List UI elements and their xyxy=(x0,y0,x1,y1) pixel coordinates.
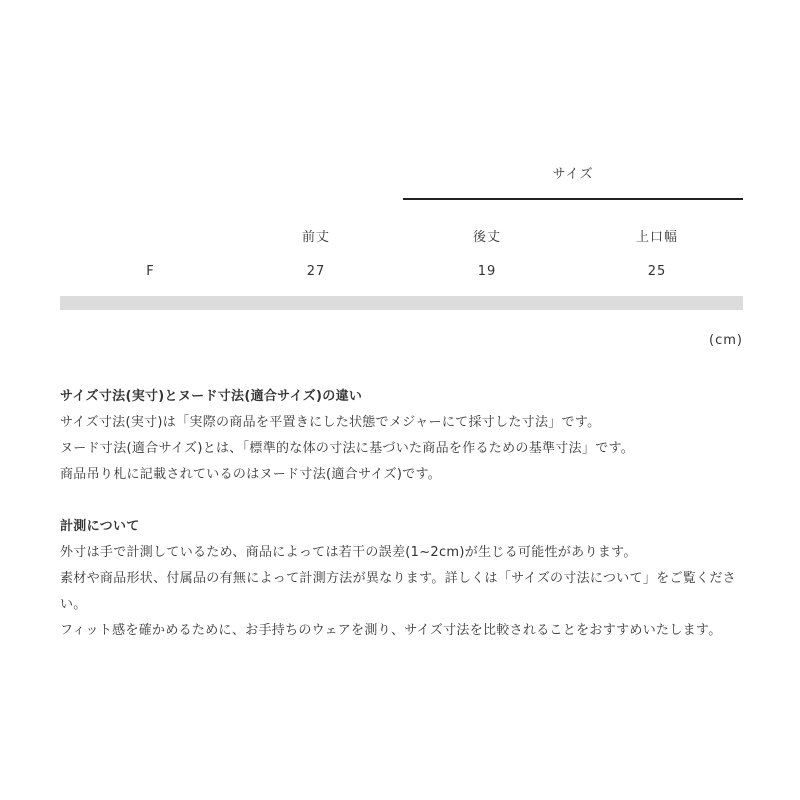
section-title: 計測について xyxy=(60,519,140,534)
column-header-opening-width: 上口幅 xyxy=(635,230,678,245)
section-line: サイズ寸法(実寸)は「実際の商品を平置きにした状態でメジャーにて採寸した寸法」です。 xyxy=(60,415,601,430)
section-title: サイズ寸法(実寸)とヌード寸法(適合サイズ)の違い xyxy=(60,389,363,404)
cell-front-length: 27 xyxy=(306,264,326,279)
cell-back-length: 19 xyxy=(477,264,497,279)
section-measurement xyxy=(60,514,750,644)
column-header-back-length: 後丈 xyxy=(472,230,501,245)
section-line: フィット感を確かめるために、お手持ちのウェアを測り、サイズ寸法を比較されることをおすすめいたします。 xyxy=(60,623,722,638)
section-line: 外寸は手で計測しているため、商品によっては若干の誤差(1~2cm)が生じる可能性があります。 xyxy=(60,545,637,560)
section-line: 素材や商品形状、付属品の有無によって計測方法が異なります。詳しくは「サイズの寸法について」をご覧ください。 xyxy=(60,571,736,612)
cell-opening-width: 25 xyxy=(647,264,667,279)
size-group-label: サイズ xyxy=(552,167,594,182)
row-label-size: F xyxy=(146,264,154,279)
section-size-difference xyxy=(60,384,750,488)
unit-label: (cm) xyxy=(709,333,743,348)
table-bottom-bar xyxy=(60,296,743,310)
section-line: ヌード寸法(適合サイズ)とは、「標準的な体の寸法に基づいた商品を作るための基準寸法」です。 xyxy=(60,441,635,456)
column-header-front-length: 前丈 xyxy=(301,230,330,245)
size-group-divider xyxy=(403,198,743,200)
section-line: 商品吊り札に記載されているのはヌード寸法(適合サイズ)です。 xyxy=(60,467,442,482)
